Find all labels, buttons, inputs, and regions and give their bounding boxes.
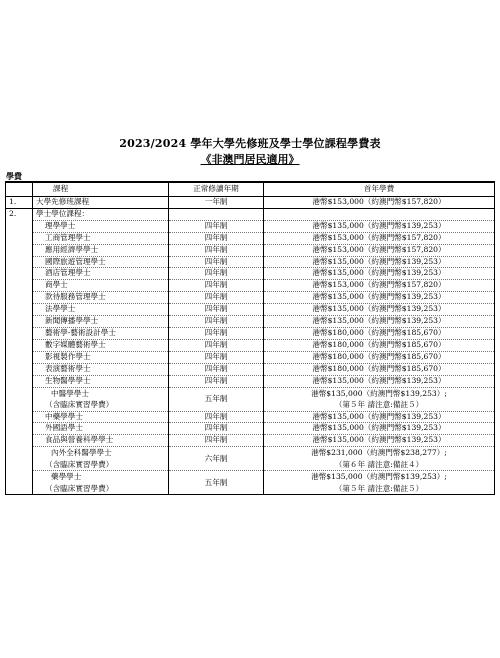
table-row bbox=[6, 327, 495, 339]
fee-cell bbox=[264, 280, 495, 292]
row-index bbox=[6, 375, 33, 387]
course-name: 工商管理學士 bbox=[45, 232, 91, 242]
study-years: 一年制 bbox=[169, 197, 264, 209]
row-index bbox=[6, 327, 33, 339]
course-name: 中醫學學士 bbox=[51, 388, 89, 398]
table-row bbox=[6, 256, 495, 268]
course-cell bbox=[33, 327, 169, 339]
fee-cell bbox=[264, 351, 495, 363]
study-years: 四年制 bbox=[169, 375, 264, 387]
table-row bbox=[6, 351, 495, 363]
study-years: 六年制 bbox=[169, 447, 264, 471]
fee-amount: 港幣$135,000（約澳門幣$139,253）; bbox=[311, 388, 447, 398]
course-name: 表演藝術學士 bbox=[45, 363, 91, 373]
course-name: 新聞傳播學學士 bbox=[45, 316, 99, 326]
table-row bbox=[6, 220, 495, 232]
table-row bbox=[6, 339, 495, 351]
row-index bbox=[6, 292, 33, 304]
table-row bbox=[6, 471, 495, 495]
fee-amount: 港幣$135,000（約澳門幣$139,253）; bbox=[311, 472, 447, 482]
row-index bbox=[6, 411, 33, 423]
course-cell bbox=[33, 447, 169, 471]
page-title: 2023/2024 學年大學先修班及學士學位課程學費表 bbox=[119, 137, 381, 150]
fee-note: （第５年 請注意:備註５） bbox=[334, 400, 424, 409]
fee-amount: 港幣$180,000（約澳門幣$185,670） bbox=[312, 339, 446, 349]
fee-cell bbox=[264, 411, 495, 423]
study-years: 四年制 bbox=[169, 423, 264, 435]
study-years: 四年制 bbox=[169, 351, 264, 363]
fee-cell bbox=[264, 423, 495, 435]
fee-cell bbox=[264, 292, 495, 304]
table-row bbox=[6, 292, 495, 304]
course-name: 大學先修班課程 bbox=[36, 197, 90, 206]
row-index bbox=[6, 435, 33, 447]
page-subtitle bbox=[0, 151, 500, 167]
table-row bbox=[6, 197, 495, 209]
course-name: 應用經濟學學士 bbox=[45, 244, 99, 254]
course-note: （含臨床實習學費） bbox=[45, 400, 114, 409]
header-fee: 首年學費 bbox=[264, 182, 495, 197]
table-row bbox=[6, 435, 495, 447]
study-years: 四年制 bbox=[169, 256, 264, 268]
course-cell bbox=[33, 197, 169, 209]
row-index bbox=[6, 244, 33, 256]
table-row bbox=[6, 280, 495, 292]
study-years: 四年制 bbox=[169, 327, 264, 339]
course-name: 款待服務管理學士 bbox=[45, 292, 106, 302]
course-cell bbox=[33, 280, 169, 292]
fee-amount: 港幣$153,000（約澳門幣$157,820） bbox=[312, 232, 446, 242]
course-cell bbox=[33, 387, 169, 411]
fee-amount: 港幣$135,000（約澳門幣$139,253） bbox=[312, 304, 446, 314]
fee-amount: 港幣$231,000（約澳門幣$238,277）; bbox=[311, 448, 447, 458]
course-name: 酒店管理學士 bbox=[45, 268, 91, 278]
fee-cell bbox=[264, 208, 495, 220]
row-index: 2. bbox=[6, 208, 33, 220]
fee-note: （第６年 請注意:備註４） bbox=[334, 459, 424, 469]
table-row bbox=[6, 411, 495, 423]
row-index bbox=[6, 304, 33, 316]
row-index bbox=[6, 351, 33, 363]
course-name: 理學學士 bbox=[45, 220, 76, 230]
row-index bbox=[6, 339, 33, 351]
course-cell bbox=[33, 232, 169, 244]
table-row bbox=[6, 363, 495, 375]
fee-cell bbox=[264, 268, 495, 280]
fee-amount: 港幣$153,000（約澳門幣$157,820） bbox=[312, 197, 446, 206]
row-index bbox=[6, 220, 33, 232]
course-cell bbox=[33, 339, 169, 351]
row-index bbox=[6, 447, 33, 471]
course-name: 外國語學士 bbox=[45, 423, 83, 433]
course-cell bbox=[33, 411, 169, 423]
course-cell bbox=[33, 351, 169, 363]
row-index bbox=[6, 232, 33, 244]
fee-amount: 港幣$135,000（約澳門幣$139,253） bbox=[312, 375, 446, 385]
course-name: 法學學士 bbox=[45, 304, 76, 314]
study-years: 四年制 bbox=[169, 232, 264, 244]
fee-cell bbox=[264, 244, 495, 256]
table-row bbox=[6, 447, 495, 471]
table-row bbox=[6, 232, 495, 244]
fee-amount: 港幣$135,000（約澳門幣$139,253） bbox=[312, 256, 446, 266]
fee-cell bbox=[264, 447, 495, 471]
fee-table bbox=[5, 181, 495, 495]
fee-amount: 港幣$135,000（約澳門幣$139,253） bbox=[312, 292, 446, 302]
fee-table-body bbox=[6, 197, 495, 495]
fee-cell bbox=[264, 256, 495, 268]
course-name: 國際旅遊管理學士 bbox=[45, 256, 106, 266]
table-row bbox=[6, 304, 495, 316]
fee-amount: 港幣$135,000（約澳門幣$139,253） bbox=[312, 268, 446, 278]
table-row bbox=[6, 387, 495, 411]
fee-cell bbox=[264, 471, 495, 495]
fee-amount: 港幣$180,000（約澳門幣$185,670） bbox=[312, 351, 446, 361]
study-years: 四年制 bbox=[169, 220, 264, 232]
fee-amount: 港幣$180,000（約澳門幣$185,670） bbox=[312, 363, 446, 373]
row-index bbox=[6, 423, 33, 435]
study-years: 四年制 bbox=[169, 244, 264, 256]
fee-cell bbox=[264, 316, 495, 328]
course-cell bbox=[33, 363, 169, 375]
course-name: 中藥學學士 bbox=[45, 411, 83, 421]
course-cell bbox=[33, 292, 169, 304]
study-years: 五年制 bbox=[169, 387, 264, 411]
fee-cell bbox=[264, 197, 495, 209]
course-cell bbox=[33, 256, 169, 268]
row-index bbox=[6, 363, 33, 375]
course-cell bbox=[33, 220, 169, 232]
header-course: 課程 bbox=[33, 182, 169, 197]
course-name: 藥學學士 bbox=[51, 472, 82, 482]
subtitle-text: 《非澳門居民適用》 bbox=[200, 153, 300, 166]
table-row bbox=[6, 423, 495, 435]
study-years: 五年制 bbox=[169, 471, 264, 495]
course-cell bbox=[33, 423, 169, 435]
course-note: （含臨床實習學費） bbox=[45, 459, 114, 469]
course-name: 藝術學-藝術設計學士 bbox=[45, 327, 116, 337]
course-cell bbox=[33, 471, 169, 495]
section-label: 學費 bbox=[6, 171, 22, 181]
course-name: 內外全科醫學學士 bbox=[51, 448, 112, 458]
fee-cell bbox=[264, 339, 495, 351]
fee-amount: 港幣$135,000（約澳門幣$139,253） bbox=[312, 435, 446, 445]
table-row bbox=[6, 375, 495, 387]
table-row bbox=[6, 208, 495, 220]
study-years: 四年制 bbox=[169, 280, 264, 292]
course-name: 學士學位課程： bbox=[36, 208, 90, 218]
course-cell bbox=[33, 208, 169, 220]
table-row bbox=[6, 244, 495, 256]
study-years: 四年制 bbox=[169, 411, 264, 423]
fee-cell bbox=[264, 435, 495, 447]
fee-cell bbox=[264, 387, 495, 411]
row-index bbox=[6, 316, 33, 328]
row-index: 1. bbox=[6, 197, 33, 209]
study-years: 四年制 bbox=[169, 292, 264, 304]
course-cell bbox=[33, 304, 169, 316]
study-years bbox=[169, 208, 264, 220]
row-index bbox=[6, 387, 33, 411]
fee-cell bbox=[264, 232, 495, 244]
course-note: （含臨床實習學費） bbox=[45, 483, 114, 493]
fee-amount: 港幣$180,000（約澳門幣$185,670） bbox=[312, 327, 446, 337]
row-index bbox=[6, 268, 33, 280]
course-name: 商學士 bbox=[45, 280, 68, 290]
table-header-row bbox=[6, 182, 495, 197]
fee-amount: 港幣$135,000（約澳門幣$139,253） bbox=[312, 411, 446, 421]
fee-amount: 港幣$153,000（約澳門幣$157,820） bbox=[312, 280, 446, 290]
study-years: 四年制 bbox=[169, 363, 264, 375]
fee-amount: 港幣$153,000（約澳門幣$157,820） bbox=[312, 244, 446, 254]
course-cell bbox=[33, 244, 169, 256]
table-row bbox=[6, 316, 495, 328]
study-years: 四年制 bbox=[169, 339, 264, 351]
course-name: 影視製作學士 bbox=[45, 351, 91, 361]
course-cell bbox=[33, 375, 169, 387]
header-index bbox=[6, 182, 33, 197]
fee-amount: 港幣$135,000（約澳門幣$139,253） bbox=[312, 423, 446, 433]
fee-cell bbox=[264, 220, 495, 232]
course-cell bbox=[33, 268, 169, 280]
study-years: 四年制 bbox=[169, 435, 264, 447]
row-index bbox=[6, 256, 33, 268]
fee-amount: 港幣$135,000（約澳門幣$139,253） bbox=[312, 220, 446, 230]
row-index bbox=[6, 471, 33, 495]
row-index bbox=[6, 280, 33, 292]
fee-cell bbox=[264, 363, 495, 375]
course-cell bbox=[33, 435, 169, 447]
fee-cell bbox=[264, 375, 495, 387]
fee-cell bbox=[264, 304, 495, 316]
fee-amount: 港幣$135,000（約澳門幣$139,253） bbox=[312, 316, 446, 326]
course-name: 生物醫學學士 bbox=[45, 375, 91, 385]
study-years: 四年制 bbox=[169, 268, 264, 280]
fee-cell bbox=[264, 327, 495, 339]
course-cell bbox=[33, 316, 169, 328]
study-years: 四年制 bbox=[169, 316, 264, 328]
course-name: 食品與營養科學學士 bbox=[45, 435, 114, 445]
header-years: 正常修讀年期 bbox=[169, 182, 264, 197]
table-row bbox=[6, 268, 495, 280]
fee-note: （第５年 請注意:備註５） bbox=[334, 483, 424, 493]
course-name: 數字媒體藝術學士 bbox=[45, 339, 106, 349]
study-years: 四年制 bbox=[169, 304, 264, 316]
